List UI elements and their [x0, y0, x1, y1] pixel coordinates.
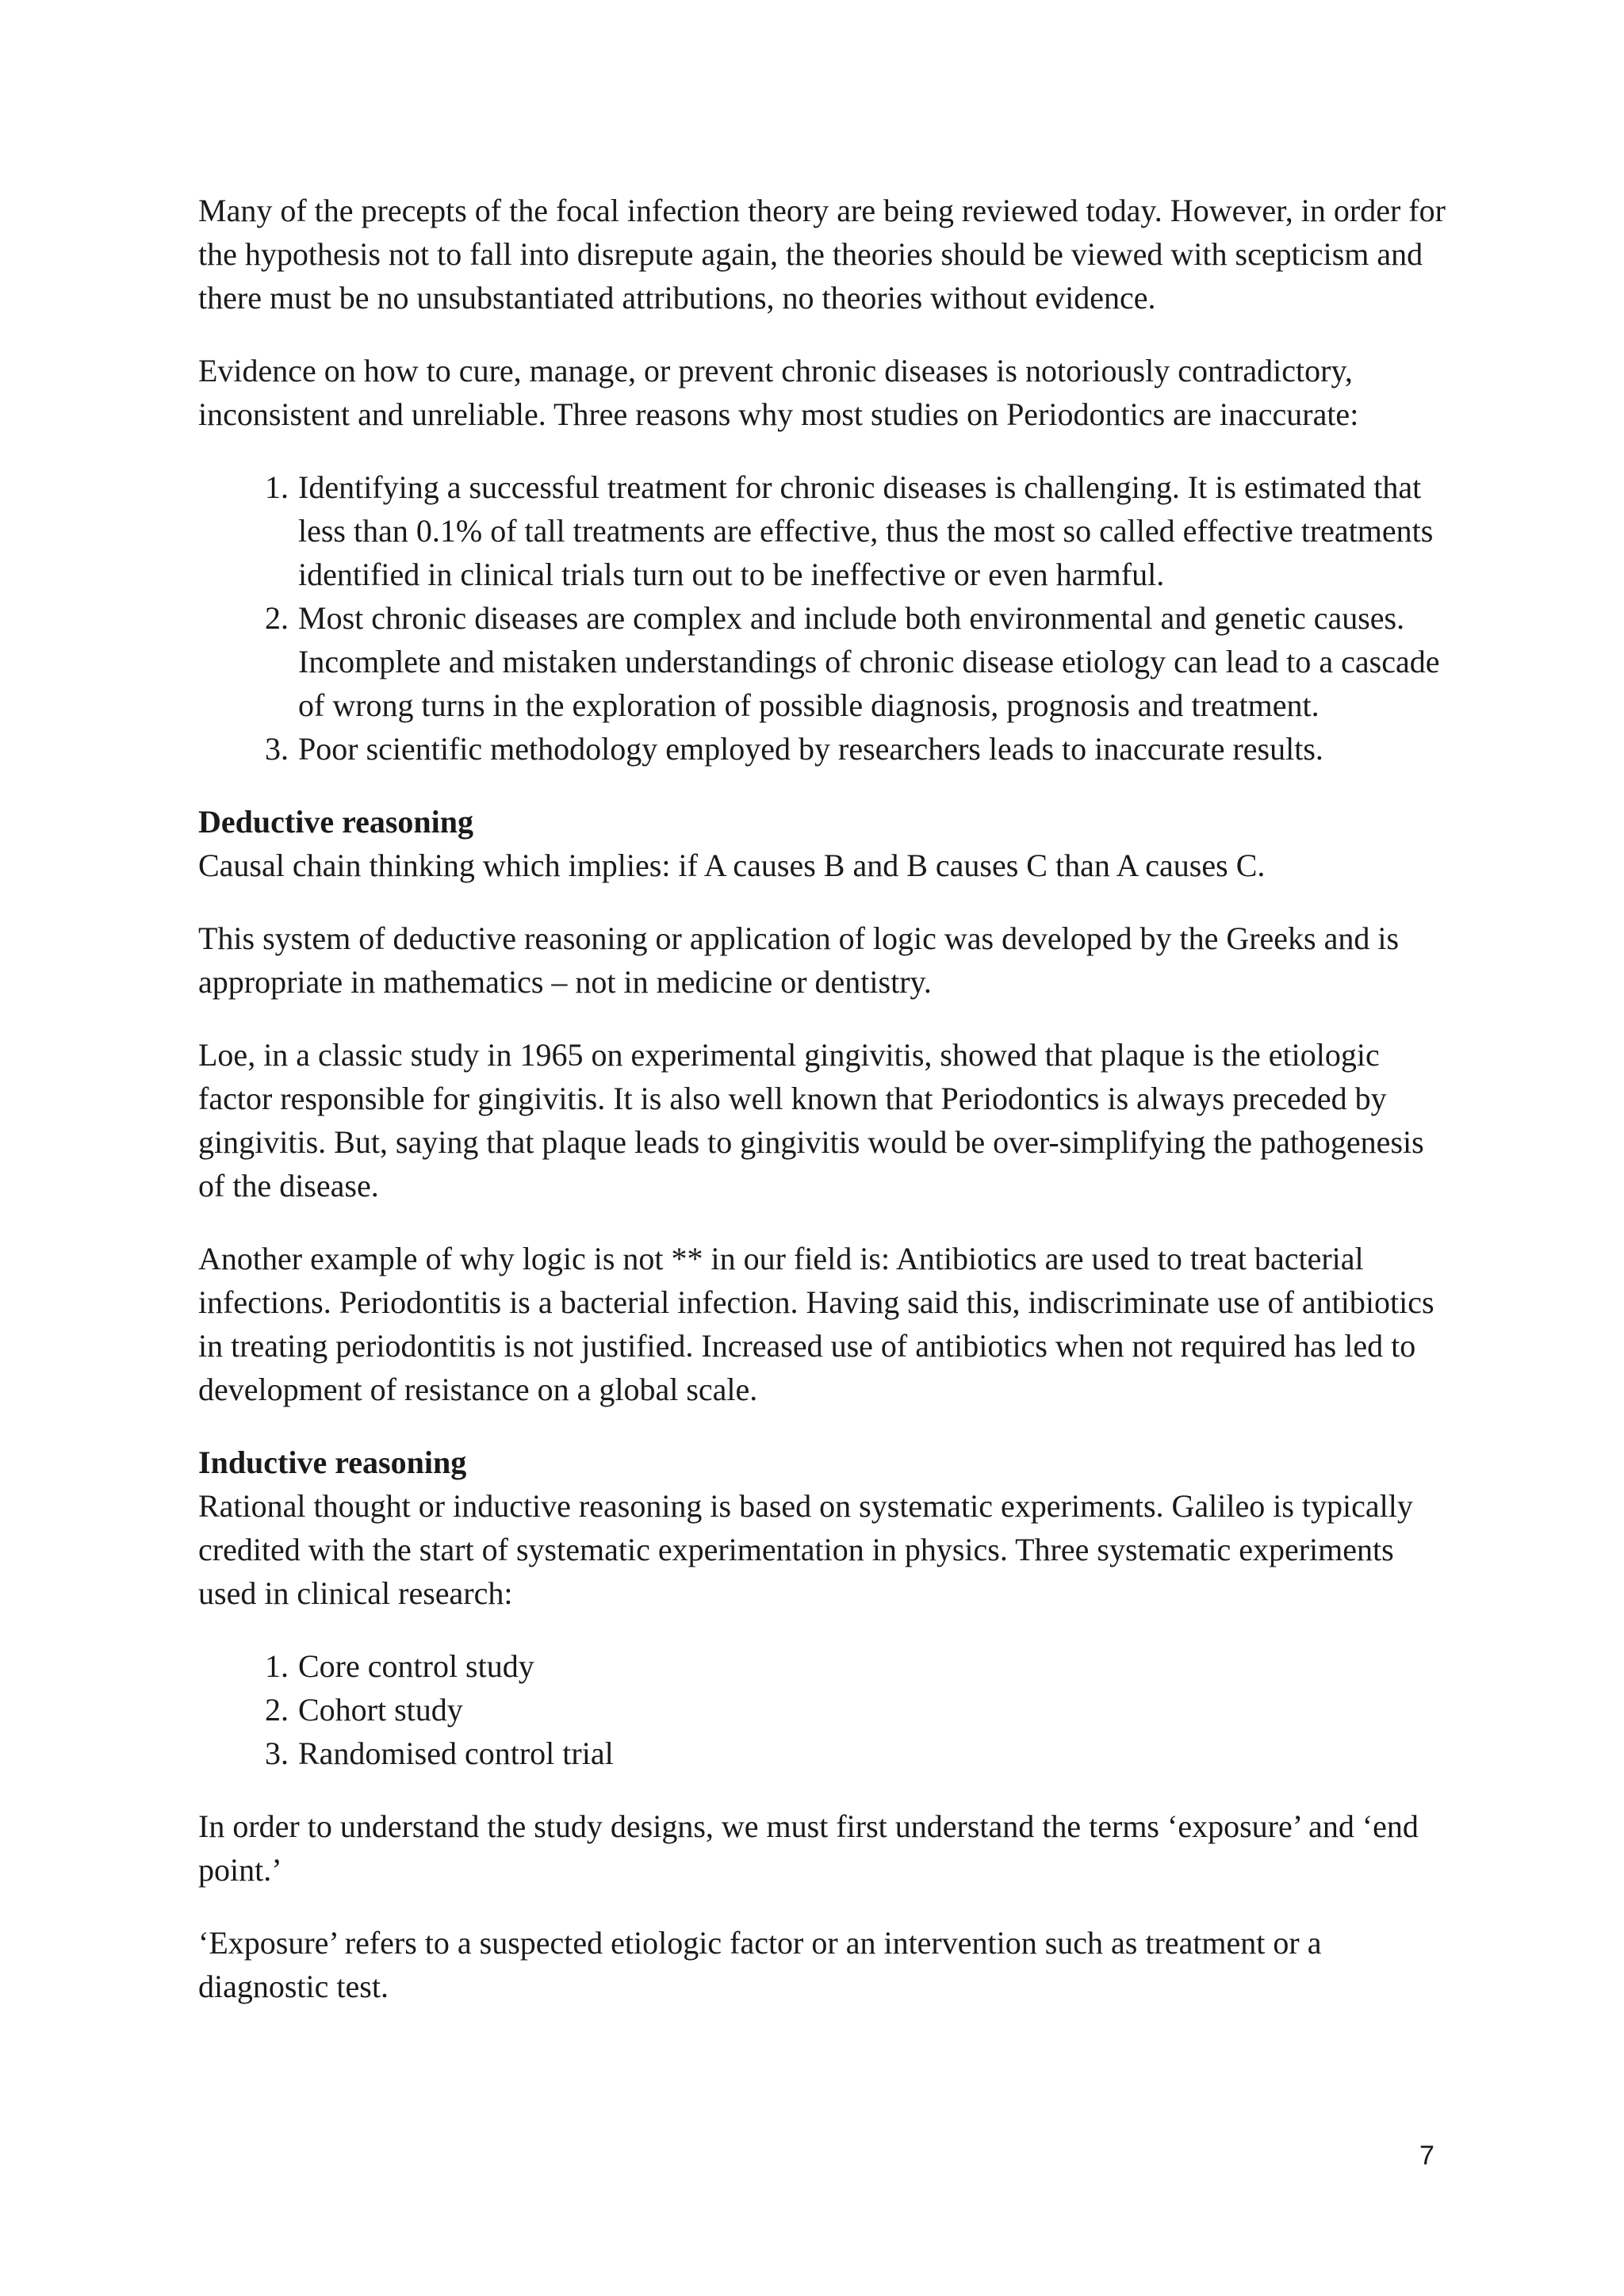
list-item: 1. Identifying a successful treatment for chronic diseases is challenging. It is estimated that less than 0.1% of tall treatments are effective, thus the most so called effective treatments identified in clinical trials turn out to be ineffective or even harmful.: [297, 465, 1451, 596]
list-item: 3. Randomised control trial: [297, 1732, 1451, 1775]
paragraph-causal-chain: Causal chain thinking which implies: if A causes B and B causes C than A causes C.: [198, 848, 1266, 883]
list-item: 3. Poor scientific methodology employed by researchers leads to inaccurate results.: [297, 727, 1451, 771]
heading-deductive-reasoning: Deductive reasoning: [198, 804, 474, 840]
paragraph-greeks-logic: This system of deductive reasoning or application of logic was developed by the Greeks and is appropriate in mathematics – not in medicine or dentistry.: [198, 920, 1400, 1000]
list-item: 2. Most chronic diseases are complex and include both environmental and genetic causes. Incomplete and mistaken understandings of chronic disease etiology can lead to a cascade of wrong turns in the exploration of possible diagnosis, prognosis and treatment.: [297, 596, 1451, 727]
experiments-list: [198, 1644, 1451, 1775]
paragraph-antibiotics: Another example of why logic is not ** in our field is: Antibiotics are used to treat bacterial infections. Periodontitis is a bacterial infection. Having said this, indiscriminate use of antibiotics in treating periodontitis is not justified. Increased use of antibiotics when not required has led to development of resistance on a global scale.: [198, 1241, 1434, 1407]
paragraph-focal-infection: Many of the precepts of the focal infection theory are being reviewed today. However, in order for the hypothesis not to fall into disrepute again, the theories should be viewed with scepticism and there must be no unsubstantiated attributions, no theories without evidence.: [198, 193, 1446, 316]
paragraph-evidence: Evidence on how to cure, manage, or prevent chronic diseases is notoriously contradictory, inconsistent and unreliable. Three reasons why most studies on Periodontics are inaccurate:: [198, 353, 1359, 432]
reasons-list: [198, 465, 1451, 771]
paragraph-loe-study: Loe, in a classic study in 1965 on experimental gingivitis, showed that plaque is the etiologic factor responsible for gingivitis. It is also well known that Periodontics is always preceded by gingivitis. But, saying that plaque leads to gingivitis would be over-simplifying the pathogenesis of the disease.: [198, 1037, 1424, 1203]
page-number: 7: [1419, 2141, 1434, 2171]
document-page: [198, 189, 1451, 2038]
list-item: 2. Cohort study: [297, 1688, 1451, 1732]
paragraph-exposure-definition: ‘Exposure’ refers to a suspected etiologic factor or an intervention such as treatment or a diagnostic test.: [198, 1925, 1322, 2004]
paragraph-rational-thought: Rational thought or inductive reasoning is based on systematic experiments. Galileo is typically credited with the start of systematic experimentation in physics. Three systematic experiments used in clinical research:: [198, 1488, 1413, 1611]
paragraph-study-designs: In order to understand the study designs, we must first understand the terms ‘exposure’ and ‘end point.’: [198, 1808, 1419, 1888]
list-item: 1. Core control study: [297, 1644, 1451, 1688]
heading-inductive-reasoning: Inductive reasoning: [198, 1445, 467, 1480]
